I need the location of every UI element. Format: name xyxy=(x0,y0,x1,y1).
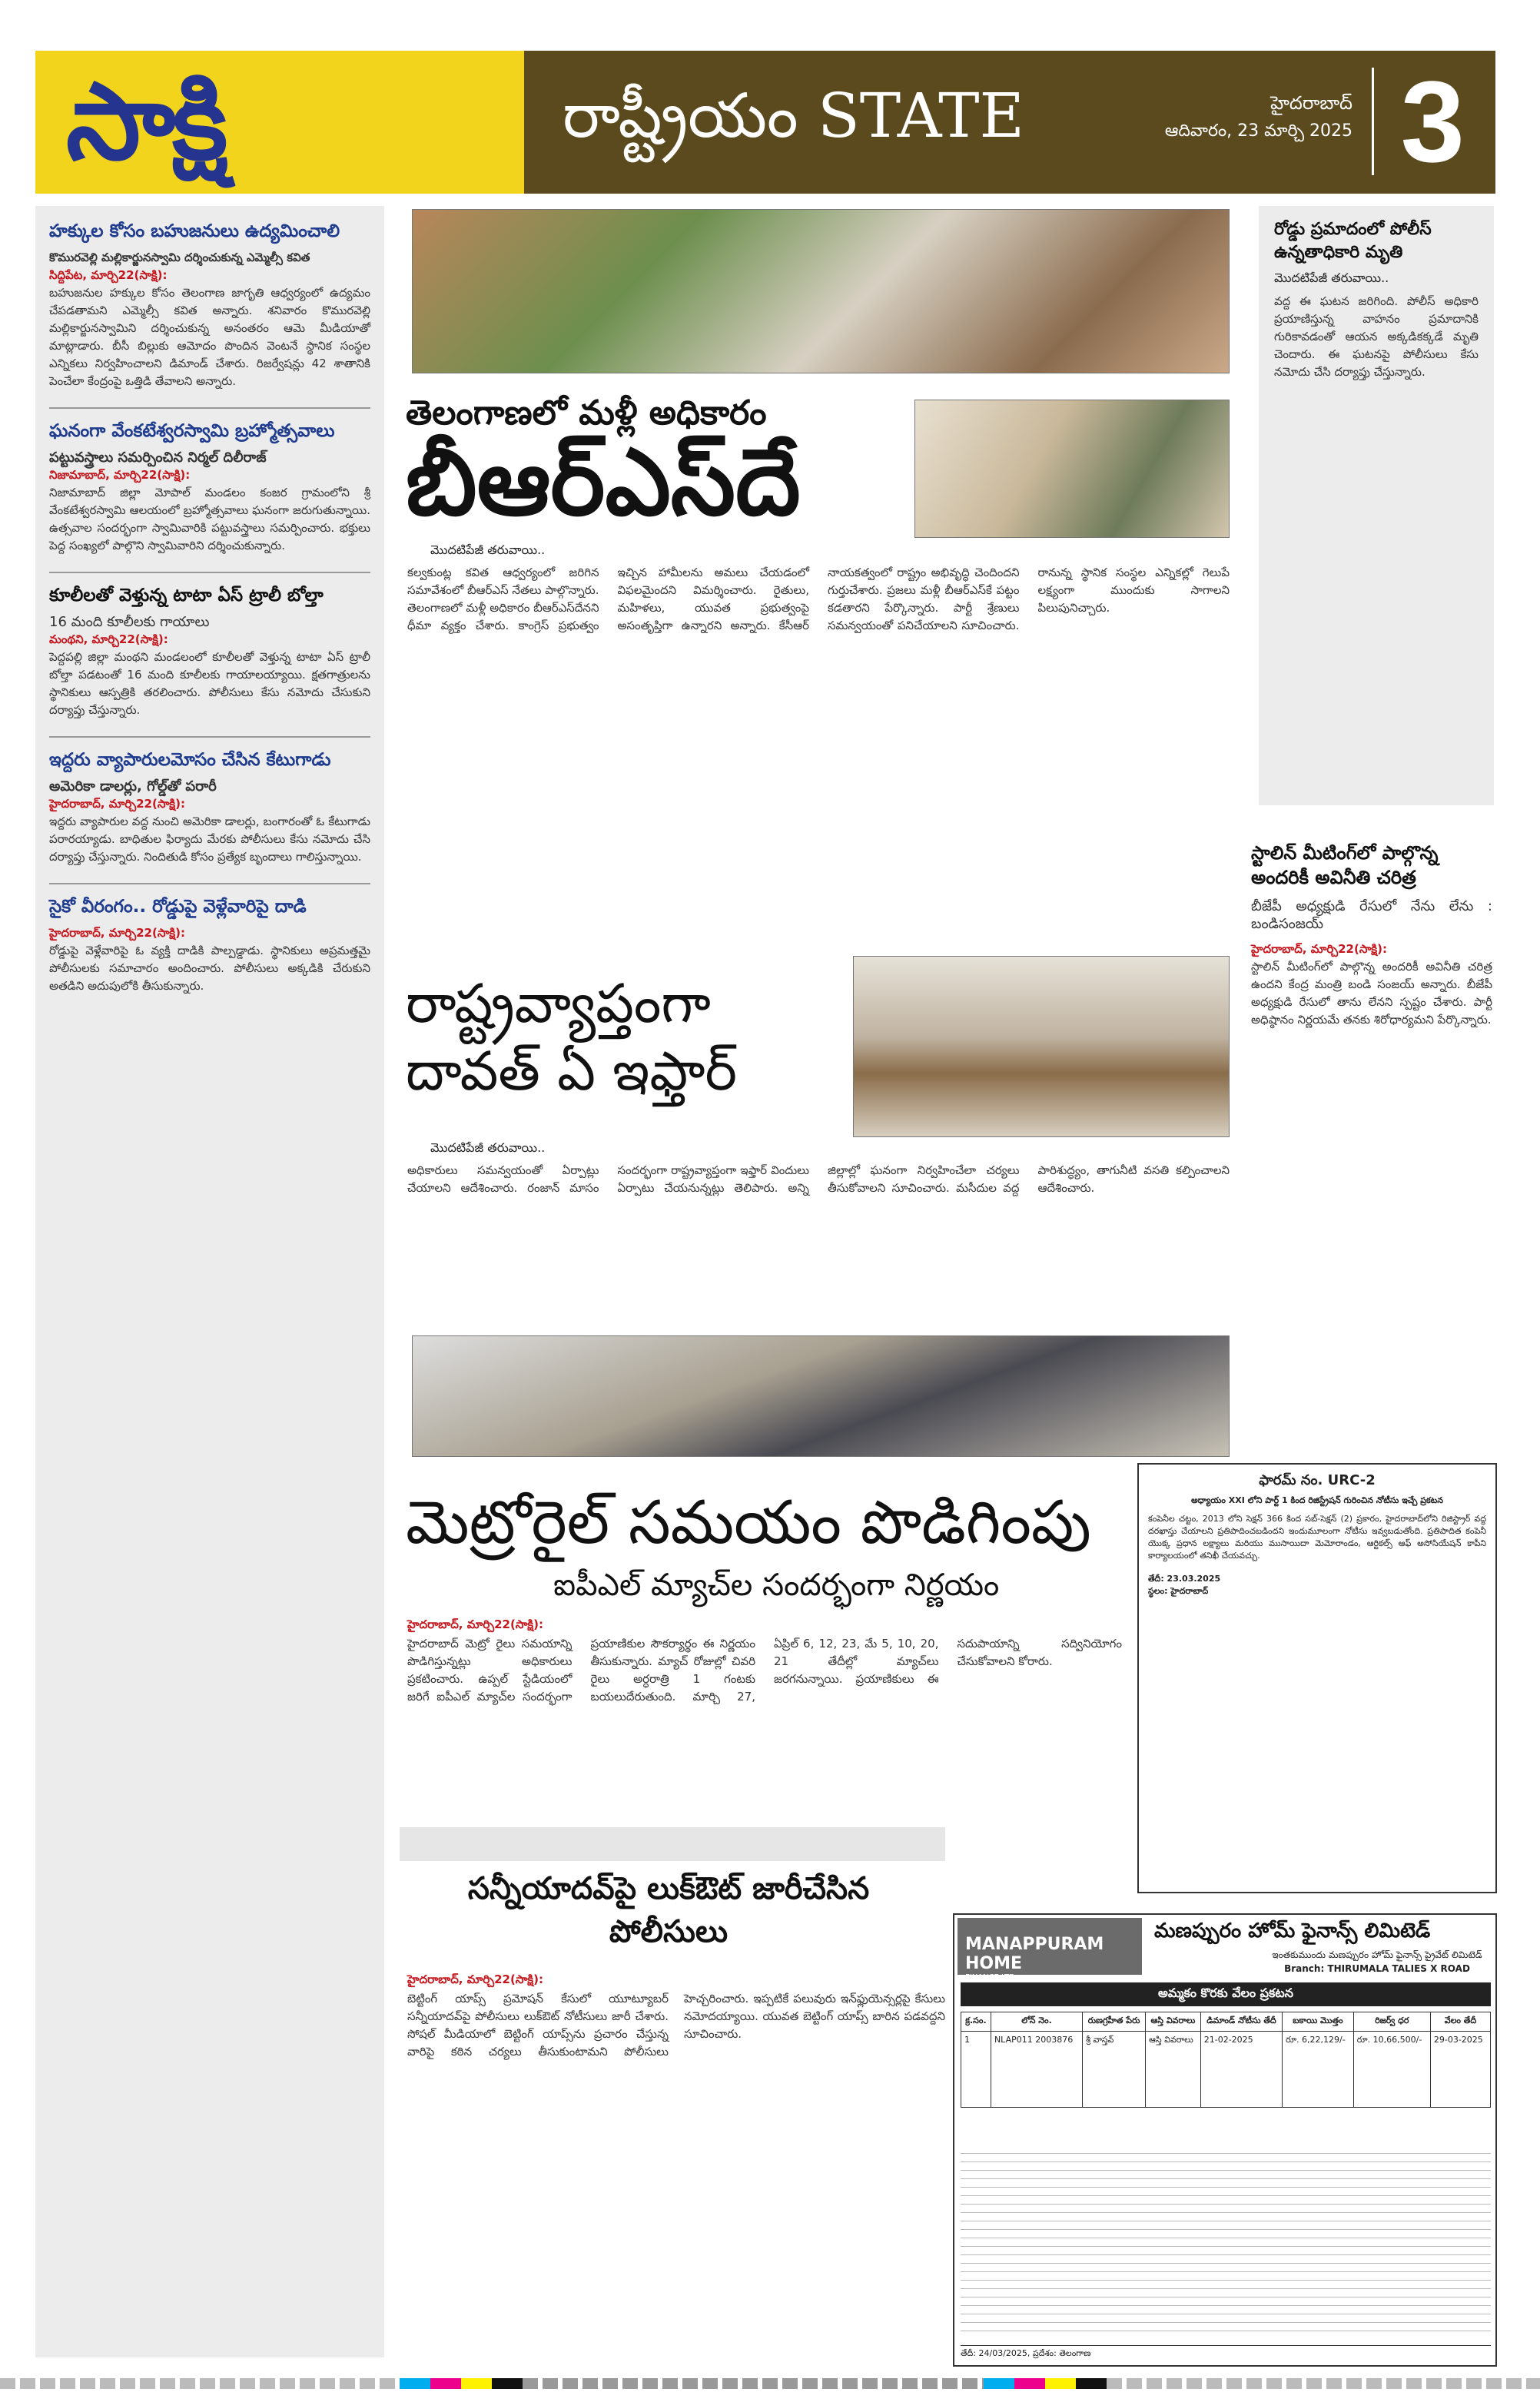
brs-meeting-photo xyxy=(412,209,1230,373)
grey-blocks xyxy=(0,2378,400,2389)
story-dateline: హైదరాబాద్, మార్చి22(సాక్షి): xyxy=(49,926,185,940)
brs-story-body: కల్వకుంట్ల కవిత ఆధ్వర్యంలో జరిగిన సమావేశంలో బీఆర్ఎస్ నేతలు పాల్గొన్నారు. తెలంగాణలో మళ్లీ అధికారం బీఆర్ఎస్‌దేనని ధీమా వ్యక్తం చేశారు. కాంగ్రెస్ ప్రభుత్వం ఇచ్చిన హామీలను అమలు చేయడంలో విఫలమైందని విమర్శించారు. రైతులు, మహిళలు, యువత ప్రభుత్వంపై అసంతృప్తిగా ఉన్నారని అన్నారు. కేసీఆర్ నాయకత్వంలో రాష్ట్రం అభివృద్ధి చెందిందని గుర్తుచేశారు. ప్రజలు మళ్లీ బీఆర్ఎస్‌కే పట్టం కడతారని పేర్కొన్నారు. పార్టీ శ్రేణులు సమన్వయంతో పనిచేయాలని సూచించారు. రానున్న స్థానిక సంస్థల ఎన్నికల్లో గెలుపే లక్ష్యంగా ముందుకు సాగాలని పిలుపునిచ్చారు. xyxy=(407,566,1230,632)
brs-headline: బీఆర్ఎస్‌దే xyxy=(406,430,801,536)
cyan-block xyxy=(984,2378,1014,2389)
notice-body: కంపెనీల చట్టం, 2013 లోని సెక్షన్ 366 కింద సబ్-సెక్షన్ (2) ప్రకారం, హైదరాబాద్‌లోని రిజిస్ట్రార్ వద్ద దరఖాస్తు చేయాలని ప్రతిపాదించబడిందని ఇందుమూలంగా నోటీసు ఇవ్వబడుతోంది. ప్రతిపాదిత కంపెనీ యొక్క ప్రధాన లక్ష్యాలు మరియు ముసాయిదా మెమోరాండం, ఆర్టికల్స్ ఆఫ్ అసోసియేషన్ కాపీని కార్యాలయంలో తనిఖీ చేయవచ్చు. xyxy=(1148,1514,1486,1561)
table-header: క్ర.సం. xyxy=(961,2012,991,2032)
table-cell: రూ. 10,66,500/- xyxy=(1353,2032,1430,2108)
story-headline: హక్కుల కోసం బహుజనులు ఉద్యమించాలి xyxy=(49,221,340,241)
dateline-text: హైదరాబాద్, మార్చి22(సాక్షి): xyxy=(407,1617,543,1631)
table-cell: 29-03-2025 xyxy=(1430,2032,1490,2108)
story-body: నిజామాబాద్ జిల్లా మోపాల్ మండలం కంజర గ్రామంలోని శ్రీ వేంకటేశ్వరస్వామి ఆలయంలో బ్రహ్మోత్సవాలు ఘనంగా జరుగుతున్నాయి. ఉత్సవాల సందర్భంగా స్వామివారికి పట్టువస్త్రాలు సమర్పించారు. భక్తులు పెద్ద సంఖ్యలో పాల్గొని స్వామివారిని దర్శించుకున్నారు. xyxy=(49,486,370,552)
story-dateline: హైదరాబాద్, మార్చి22(సాక్షి): xyxy=(1251,942,1387,956)
table-header: డిమాండ్ నోటీసు తేదీ xyxy=(1200,2012,1282,2032)
logo-subtext: FINANCE LTD xyxy=(965,1973,1015,1982)
table-header: వేలం తేదీ xyxy=(1430,2012,1490,2032)
divider xyxy=(49,572,370,573)
page-number: 3 xyxy=(1400,57,1465,186)
table-cell: 1 xyxy=(961,2032,991,2108)
story-subhead: కొమురవెల్లి మల్లికార్జునస్వామి దర్శించుకున్న ఎమ్మెల్సీ కవిత xyxy=(49,250,310,264)
notice-place: స్థలం: హైదరాబాద్ xyxy=(1148,1586,1209,1596)
dateline-city: హైదరాబాద్ xyxy=(1270,92,1352,114)
magenta-block xyxy=(1014,2378,1045,2389)
table-header: రుణగ్రహీత పేరు xyxy=(1083,2012,1146,2032)
story-dateline: సిద్దిపేట, మార్చి22(సాక్షి): xyxy=(49,268,168,282)
story-headline: రోడ్డు ప్రమాదంలో పోలీస్ ఉన్నతాధికారి మృతి xyxy=(1274,220,1432,262)
table-header: బకాయి మొత్తం xyxy=(1283,2012,1354,2032)
right-column xyxy=(1259,206,1494,805)
story-headline: సైకో వీరంగం.. రోడ్డుపై వెళ్లేవారిపై దాడి xyxy=(49,897,307,917)
divider xyxy=(49,407,370,409)
logo-text: MANAPPURAM HOME xyxy=(965,1935,1104,1973)
table-cell: రూ. 6,22,129/- xyxy=(1283,2032,1354,2108)
story-dateline: హైదరాబాద్, మార్చి22(సాక్షి): xyxy=(49,797,185,811)
masthead xyxy=(35,51,1495,194)
table-header: రిజర్వ్ ధర xyxy=(1353,2012,1430,2032)
ad-branch: Branch: THIRUMALA TALIES X ROAD xyxy=(1284,1963,1470,1974)
metro-story-body: హైదరాబాద్ మెట్రో రైలు సమయాన్ని పొడిగిస్తున్నట్లు అధికారులు ప్రకటించారు. ఉప్పల్ స్టేడియంలో జరిగే ఐపీఎల్ మ్యాచ్‌ల సందర్భంగా ప్రయాణికుల సౌకర్యార్థం ఈ నిర్ణయం తీసుకున్నారు. మ్యాచ్ రోజుల్లో చివరి రైలు అర్ధరాత్రి 1 గంటకు బయలుదేరుతుంది. మార్చి 27, ఏప్రిల్ 6, 12, 23, మే 5, 10, 20, 21 తేదీల్లో మ్యాచ్‌లు జరగనున్నాయి. ప్రయాణికులు ఈ సదుపాయాన్ని సద్వినియోగం చేసుకోవాలని కోరారు. xyxy=(407,1637,1122,1704)
urc-notice xyxy=(1137,1463,1497,1893)
story-headline: ఇద్దరు వ్యాపారులమోసం చేసిన కేటుగాడు xyxy=(49,750,331,770)
table-cell: 21-02-2025 xyxy=(1200,2032,1282,2108)
story-body: స్టాలిన్ మీటింగ్‌లో పాల్గొన్న అందరికీ అవినీతి చరిత్ర ఉందని కేంద్ర మంత్రి బండి సంజయ్ అన్నారు. బీజేపీ అధ్యక్షుడి రేసులో తాను లేనని స్పష్టం చేశారు. పార్టీ అధిష్ఠానం నిర్ణయమే తనకు శిరోధార్యమని పేర్కొన్నారు. xyxy=(1251,960,1492,1027)
story-dateline: మొదటిపేజీ తరువాయి.. xyxy=(1274,270,1389,285)
cyan-block xyxy=(400,2378,430,2389)
story-body: బహుజనుల హక్కుల కోసం తెలంగాణ జాగృతి ఆధ్వర్యంలో ఉద్యమం చేపడతామని ఎమ్మెల్సీ కవిత అన్నారు. శనివారం కొమురవెల్లి మల్లికార్జునస్వామిని దర్శించుకున్న అనంతరం ఆమె మీడియాతో మాట్లాడారు. బీసీ బిల్లుకు ఆమోదం పొందిన వెంటనే స్థానిక సంస్థల ఎన్నికలు నిర్వహించాలని డిమాండ్ చేశారు. రిజర్వేషన్లు 42 శాతానికి పెంచేలా కేంద్రంపై ఒత్తిడి తేవాలని అన్నారు. xyxy=(49,286,370,388)
notice-subtitle: అధ్యాయం XXI లోని పార్ట్ 1 కింద రిజిస్ట్రేషన్ గురించిన నోటీసు ఇచ్చే ప్రకటన xyxy=(1190,1495,1444,1505)
section-header xyxy=(524,51,1495,194)
black-block xyxy=(492,2378,523,2389)
story-body: రోడ్డుపై వెళ్లేవారిపై ఓ వ్యక్తి దాడికి పాల్పడ్డాడు. స్థానికులు అప్రమత్తమై పోలీసులకు సమాచారం అందించారు. పోలీసులు అక్కడికి చేరుకుని అతడిని అదుపులోకి తీసుకున్నారు. xyxy=(49,944,370,993)
brs-leaders-photo xyxy=(914,400,1230,538)
story-body: పెద్దపల్లి జిల్లా మంథని మండలంలో కూలీలతో వెళ్తున్న టాటా ఏస్ ట్రాలీ బోల్తా పడటంతో 16 మంది కూలీలకు గాయాలయ్యాయి. క్షతగాత్రులను స్థానికులు ఆస్పత్రికి తరలించారు. పోలీసులు కేసు నమోదు చేసుకుని దర్యాప్తు చేస్తున్నారు. xyxy=(49,650,370,717)
story-body: వద్ద ఈ ఘటన జరిగింది. పోలీస్ అధికారి ప్రయాణిస్తున్న వాహనం ప్రమాదానికి గురికావడంతో ఆయన అక్కడికక్కడే మృతి చెందారు. ఈ ఘటనపై పోలీసులు కేసు నమోదు చేసి దర్యాప్తు చేస్తున్నారు. xyxy=(1274,294,1479,379)
story-subhead: బీజేపీ అధ్యక్షుడి రేసులో నేను లేను : బండిసంజయ్ xyxy=(1251,898,1492,932)
iftar-meeting-photo xyxy=(853,956,1230,1137)
yellow-block xyxy=(1045,2378,1076,2389)
table-header-row xyxy=(961,2012,1491,2032)
dateline-text: హైదరాబాద్, మార్చి22(సాక్షి): xyxy=(407,1972,543,1986)
brs-kicker: తెలంగాణలో మళ్లీ అధికారం xyxy=(406,393,767,433)
table-cell: శ్రీ వాస్తవ్ xyxy=(1083,2032,1146,2108)
auction-table xyxy=(961,2012,1491,2108)
story-headline: స్టాలిన్ మీటింగ్‌లో పాల్గొన్న అందరికీ అవినీతి చరిత్ర xyxy=(1251,842,1439,888)
iftar-dateline xyxy=(430,1140,891,1159)
lookout-dateline xyxy=(407,1972,945,1989)
story-dateline: మంథని, మార్చి22(సాక్షి): xyxy=(49,632,168,646)
section-title: రాష్ట్రీయం STATE xyxy=(563,80,1024,151)
ad-address: ఇంతకుముందు మణప్పురం హోమ్ ఫైనాన్స్ ప్రైవేట్ లిమిటెడ్ xyxy=(1272,1949,1482,1960)
manappuram-ad xyxy=(953,1913,1497,2367)
table-header: లోన్ నెం. xyxy=(991,2012,1082,2032)
story-subhead: అమెరికా డాలర్లు, గోల్డ్‌తో పరారీ xyxy=(49,778,217,795)
story-subhead: 16 మంది కూలీలకు గాయాలు xyxy=(49,614,210,630)
story-dateline: నిజామాబాద్, మార్చి22(సాక్షి): xyxy=(49,468,191,482)
lookout-story-body: బెట్టింగ్ యాప్స్ ప్రమోషన్ కేసులో యూట్యూబర్ సన్నీయాదవ్‌పై పోలీసులు లుక్‌ఔట్ నోటీసులు జారీ చేశారు. సోషల్ మీడియాలో బెట్టింగ్ యాప్స్‌ను ప్రచారం చేస్తున్న వారిపై కఠిన చర్యలు తీసుకుంటామని పోలీసులు హెచ్చరించారు. ఇప్పటికే పలువురు ఇన్‌ఫ్లుయెన్సర్లపై కేసులు నమోదయ్యాయి. యువత బెట్టింగ్ యాప్స్ బారిన పడవద్దని సూచించారు. xyxy=(407,1992,945,2059)
divider xyxy=(49,736,370,738)
left-story-5 xyxy=(49,895,370,995)
ad-fine-print xyxy=(961,2145,1491,2337)
divider xyxy=(49,883,370,884)
story-body: ఇద్దరు వ్యాపారుల వద్ద నుంచి అమెరికా డాలర్లు, బంగారంతో ఓ కేటుగాడు పరారయ్యాడు. బాధితుల ఫిర్యాదు మేరకు పోలీసులు కేసు నమోదు చేసి దర్యాప్తు చేస్తున్నారు. నిందితుడి కోసం ప్రత్యేక బృందాలు గాలిస్తున్నాయి. xyxy=(49,814,370,864)
officials-meeting-photo xyxy=(412,1335,1230,1457)
auction-heading: అమ్మకం కొరకు వేలం ప్రకటన xyxy=(961,1982,1491,2006)
notice-title: ఫారమ్ నం. URC-2 xyxy=(1259,1472,1376,1488)
notice-date: తేదీ: 23.03.2025 xyxy=(1148,1574,1221,1584)
auction-table-wrap xyxy=(961,2012,1491,2108)
table-cell: ఆస్తి వివరాలు xyxy=(1146,2032,1201,2108)
newspaper-logo: సాక్షి xyxy=(66,60,225,184)
story-headline: ఘనంగా వేంకటేశ్వరస్వామి బ్రహ్మోత్సవాలు xyxy=(49,421,335,441)
left-story-2 xyxy=(49,420,370,555)
yellow-block xyxy=(461,2378,492,2389)
grey-blocks xyxy=(1107,2378,1540,2389)
header-divider xyxy=(1372,68,1374,175)
left-column xyxy=(35,206,384,2357)
table-cell: NLAP011 2003876 xyxy=(991,2032,1082,2108)
ad-footer: తేదీ: 24/03/2025, ప్రదేశం: తెలంగాణ xyxy=(961,2345,1491,2361)
manappuram-logo xyxy=(958,1918,1142,1982)
grey-blocks xyxy=(523,2378,984,2389)
black-block xyxy=(1076,2378,1107,2389)
metro-headline: మెట్రోరైల్ సమయం పొడిగింపు xyxy=(406,1488,1091,1558)
printer-colour-strip xyxy=(0,2377,1540,2388)
left-story-3 xyxy=(49,584,370,719)
metro-dateline xyxy=(407,1617,1122,1634)
left-story-1 xyxy=(49,220,370,390)
left-story-4 xyxy=(49,748,370,866)
table-header: ఆస్తి వివరాలు xyxy=(1146,2012,1201,2032)
right-story-2 xyxy=(1245,838,1499,1498)
dateline-date: ఆదివారం, 23 మార్చి 2025 xyxy=(1164,121,1352,141)
story-headline: కూలీలతో వెళ్తున్న టాటా ఏస్ ట్రాలీ బోల్తా xyxy=(49,586,324,605)
logo-box xyxy=(35,51,524,194)
ad-title: మణప్పురం హోమ్ ఫైనాన్స్ లిమిటెడ్ xyxy=(1154,1919,1431,1943)
iftar-story-body: అధికారులు సమన్వయంతో ఏర్పాట్లు చేయాలని ఆదేశించారు. రంజాన్ మాసం సందర్భంగా రాష్ట్రవ్యాప్తంగా ఇఫ్తార్ విందులు ఏర్పాటు చేయనున్నట్లు తెలిపారు. అన్ని జిల్లాల్లో ఘనంగా నిర్వహించేలా చర్యలు తీసుకోవాలని సూచించారు. మసీదుల వద్ద పారిశుద్ధ్యం, తాగునీటి వసతి కల్పించాలని ఆదేశించారు. xyxy=(407,1163,1230,1195)
dateline-text: మొదటిపేజీ తరువాయి.. xyxy=(430,542,546,557)
story-subhead: పట్టువస్త్రాలు సమర్పించిన నిర్మల్ దిలీరాజ్ xyxy=(49,450,267,466)
lookout-header-band xyxy=(400,1827,945,1861)
brs-dateline xyxy=(430,542,1230,561)
lookout-headline: సన్నీయాదవ్‌పై లుక్‌ఔట్ జారీచేసిన పోలీసులు xyxy=(467,1871,870,1949)
magenta-block xyxy=(430,2378,461,2389)
table-row xyxy=(961,2032,1491,2108)
metro-subhead: ఐపీఎల్ మ్యాచ్‌ల సందర్భంగా నిర్ణయం xyxy=(553,1568,1000,1603)
dateline-text: మొదటిపేజీ తరువాయి.. xyxy=(430,1140,546,1155)
iftar-headline: రాష్ట్రవ్యాప్తంగా దావత్ ఏ ఇఫ్తార్ xyxy=(406,972,738,1103)
